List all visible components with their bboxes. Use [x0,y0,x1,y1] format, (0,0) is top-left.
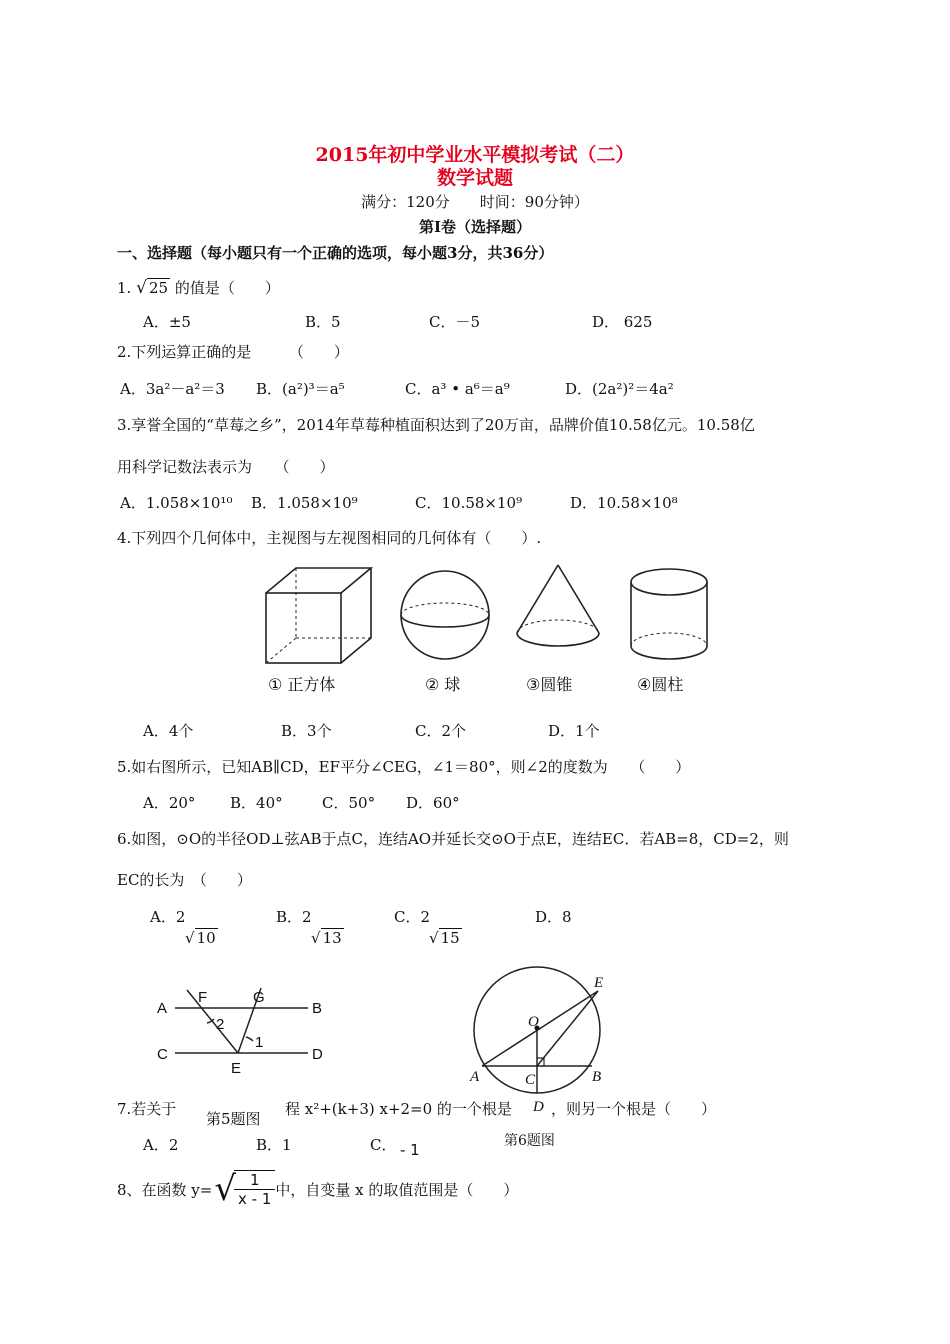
q5-figure-caption: 第5题图 [200,1108,267,1129]
q3-option-a: A．1.058×10¹⁰ [120,494,233,512]
q7-option-b: B．1 [256,1136,292,1154]
q2-option-c: C．a³ • a⁶＝a⁹ [405,380,510,398]
q5-option-d: D．60° [406,794,460,812]
line-ec [537,991,598,1066]
sqrt-icon: √ [311,929,321,947]
q4-option-c: C．2个 [415,722,467,740]
q5-option-a: A．20° [143,794,196,812]
cone-shape [517,565,599,646]
q6-option-c-radicand: 15 [440,929,460,947]
q4-option-a: A．4个 [143,722,194,740]
q4-option-b: B．3个 [281,722,332,740]
q5-label-c: C [157,1046,168,1063]
q8-numerator: 1 [234,1171,275,1190]
exam-subtitle: 数学试题 [436,167,513,189]
q7-option-c-value: - 1 [400,1141,420,1159]
sqrt-icon: √ [429,929,439,947]
q6-label-a: A [470,1069,480,1085]
q5-label-b: B [312,1000,323,1017]
question-3-line2: 用科学记数法表示为 （ ） [117,458,335,476]
q6-label-o: O [528,1014,539,1030]
q6-option-b [276,906,344,947]
q8-prefix: 8、在函数 y= [117,1180,213,1199]
q6-figure [462,960,622,1120]
q8-fraction [234,1170,275,1208]
q2-option-b: B．(a²)³＝a⁵ [256,380,345,398]
q1-stem: 的值是（ ） [174,279,280,297]
q7-stem-middle: 程 x²+(k+3) x+2=0 的一个根是 [285,1100,512,1118]
q6-option-b-label: B．2 [276,908,312,926]
q5-label-a: A [157,1000,168,1017]
q5-label-angle2: 2 [216,1016,225,1033]
q4-option-d: D．1个 [548,722,600,740]
q6-option-a-label: A．2 [150,908,186,926]
q8-suffix: 中，自变量 x 的取值范围是（ ） [275,1180,519,1199]
q6-label-c: C [525,1072,536,1088]
q5-label-e: E [231,1060,242,1077]
q1-option-a: A．±5 [143,313,191,331]
q6-option-b-radicand: 13 [322,929,342,947]
q1-option-b: B．5 [305,313,341,331]
line-ef [187,990,238,1053]
q3-option-c: C．10.58×10⁹ [415,494,523,512]
volume-heading: 第Ⅰ卷（选择题） [418,218,532,236]
q6-label-d: D [533,1099,544,1115]
sqrt-icon: √ [136,278,147,298]
sqrt-icon: √ [214,1169,237,1209]
exam-meta: 满分：120分 时间：90分钟） [361,193,589,211]
q7-stem-end: ，则另一个根是（ ） [551,1100,717,1118]
q6-option-a-radicand: 10 [196,929,216,947]
q7-stem-start: 7.若关于 [117,1100,177,1118]
q8-denominator: x - 1 [238,1190,272,1208]
q1-option-d: D． 625 [592,313,653,331]
q6-label-e: E [594,975,604,991]
q1-radicand: 25 [148,279,169,297]
q5-figure [150,985,350,1080]
q5-label-f: F [198,989,208,1006]
question-6-line2: EC的长为 （ ） [117,871,252,889]
question-3-line1: 3.享誉全国的“草莓之乡”，2014年草莓种植面积达到了20万亩，品牌价值10.58亿元。10.58亿 [117,416,755,434]
q5-label-angle1: 1 [255,1034,264,1051]
question-5: 5.如右图所示，已知AB∥CD，EF平分∠CEG，∠1＝80°，则∠2的度数为 （ ） [117,758,691,776]
q2-option-d: D．(2a²)²＝4a² [565,380,674,398]
q4-shape-label-1: ① 正方体 [268,675,336,694]
q4-shape-label-3: ③圆锥 [526,675,573,694]
q5-label-d: D [312,1046,323,1063]
q2-option-a: A．3a²－a²＝3 [120,380,225,398]
q4-shape-label-2: ② 球 [425,675,461,694]
q5-option-b: B．40° [230,794,283,812]
question-6-line1: 6.如图，⊙O的半径OD⊥弦AB于点C，连结AO并延长交⊙O于点E，连结EC．若AB=8，CD=2，则 [117,830,789,848]
q5-option-c: C．50° [322,794,376,812]
question-8 [117,1170,518,1208]
question-1 [117,277,280,298]
q7-option-c: C． [370,1136,397,1154]
q6-option-c [394,906,462,947]
sqrt-icon: √ [185,929,195,947]
q6-option-d: D．8 [535,908,572,926]
q1-option-c: C．－5 [429,313,481,331]
q3-option-d: D．10.58×10⁸ [570,494,678,512]
cylinder-shape [631,569,707,659]
q6-option-c-label: C．2 [394,908,431,926]
question-2: 2.下列运算正确的是 （ ） [117,343,349,361]
q1-number: 1. [117,279,132,297]
q5-label-g: G [253,989,265,1006]
sphere-shape [401,571,489,659]
section-heading: 一、选择题（每小题只有一个正确的选项，每小题3分，共36分） [117,244,554,262]
question-4: 4.下列四个几何体中，主视图与左视图相同的几何体有（ ）. [117,529,542,547]
q6-figure-caption: 第6题图 [500,1130,559,1150]
q3-option-b: B．1.058×10⁹ [251,494,358,512]
q6-label-b: B [592,1069,602,1085]
line-ae [482,991,598,1066]
cube-shape [266,568,371,663]
q6-option-a [150,906,218,947]
q4-shape-label-4: ④圆柱 [637,675,684,694]
q7-option-a: A．2 [143,1136,179,1154]
exam-title: 2015年初中学业水平模拟考试（二） [315,144,635,166]
